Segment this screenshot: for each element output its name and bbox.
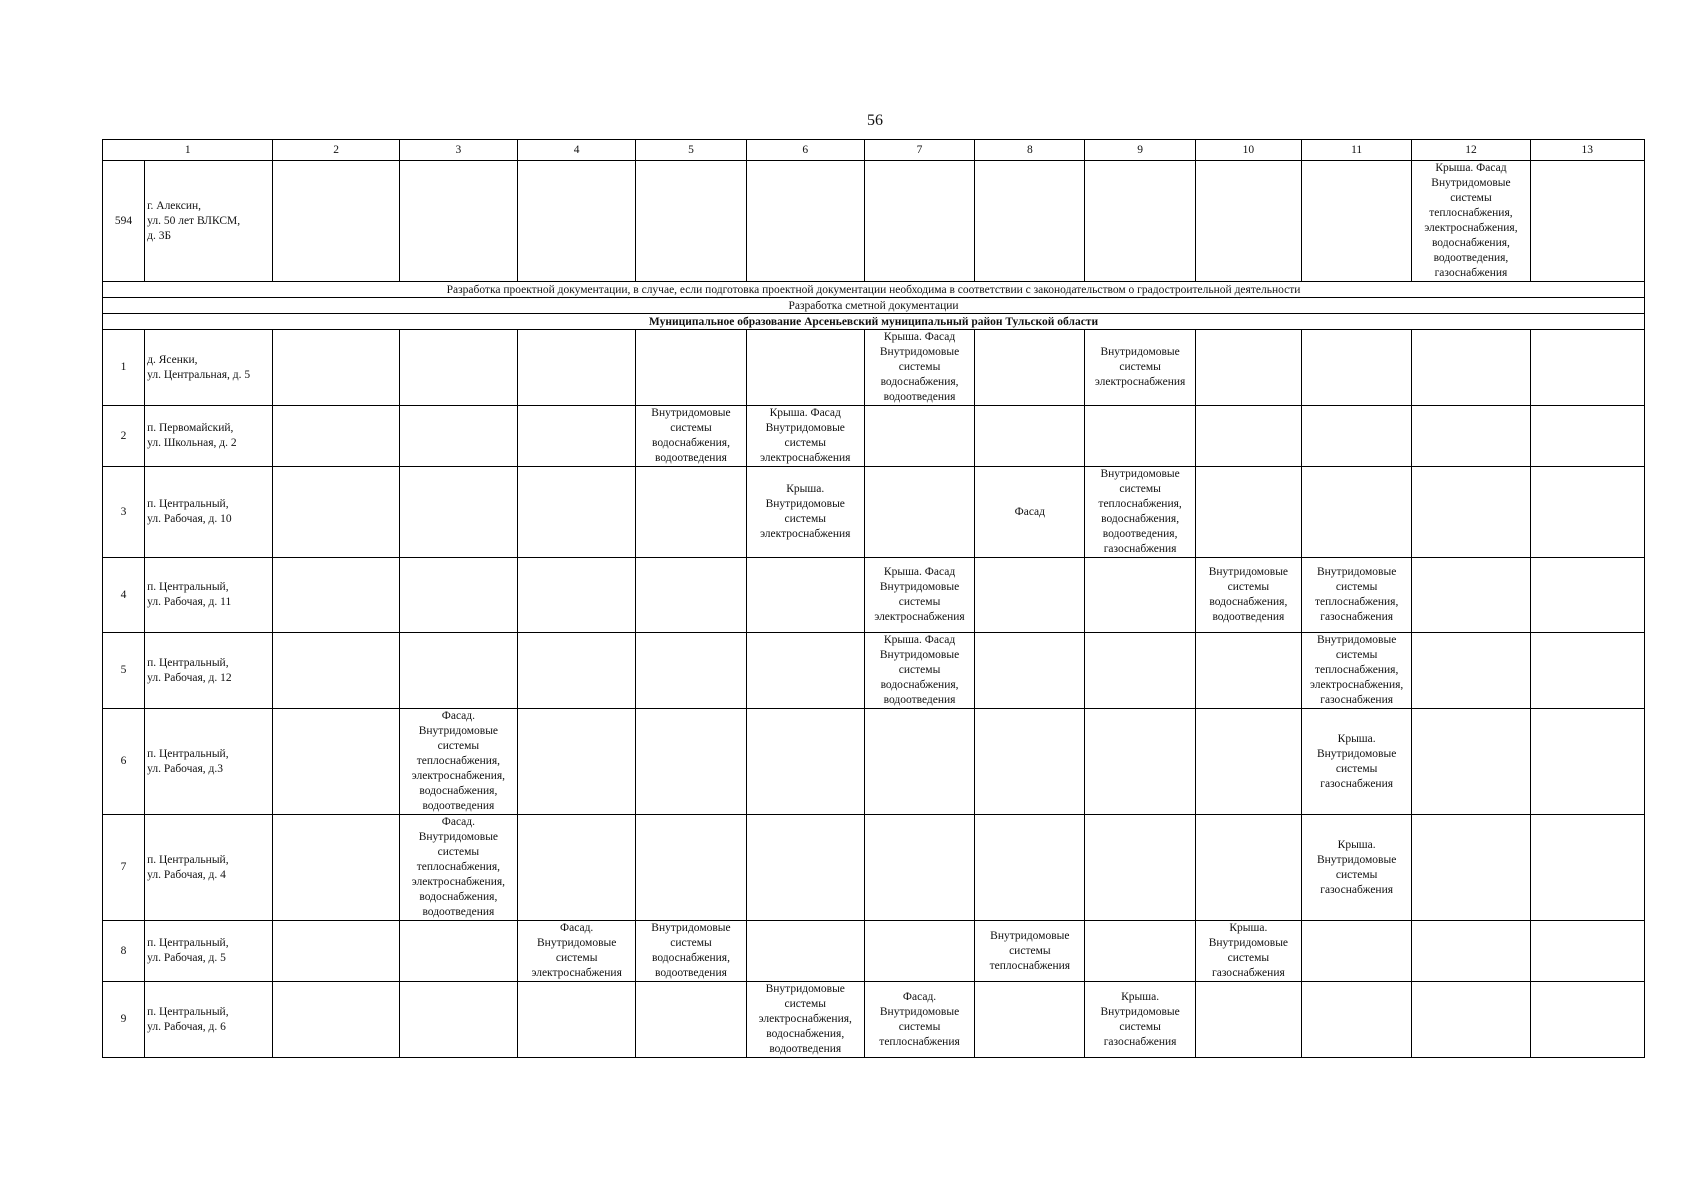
work-type-cell — [975, 558, 1085, 633]
work-type-cell — [399, 467, 517, 558]
work-type-cell: Крыша. Внутридомовые системы газоснабжения — [1302, 709, 1412, 815]
work-type-cell: Крыша. Фасад Внутридомовые системы электроснабжения — [746, 406, 864, 467]
work-type-cell — [1085, 161, 1195, 282]
work-type-cell — [636, 709, 746, 815]
work-type-cell — [273, 161, 399, 282]
column-number-header: 10 — [1195, 140, 1301, 161]
work-type-cell — [1530, 467, 1644, 558]
table-row — [103, 558, 1645, 633]
work-type-cell — [399, 558, 517, 633]
column-number-header: 6 — [746, 140, 864, 161]
work-type-cell — [636, 330, 746, 406]
work-type-cell: Внутридомовые системы водоснабжения, водоотведения — [1195, 558, 1301, 633]
work-type-cell — [1085, 558, 1195, 633]
work-type-cell: Внутридомовые системы теплоснабжения — [975, 921, 1085, 982]
work-type-cell — [1195, 406, 1301, 467]
work-type-cell — [636, 161, 746, 282]
work-type-cell — [1530, 330, 1644, 406]
address-cell: д. Ясенки, ул. Центральная, д. 5 — [145, 330, 273, 406]
work-type-cell: Внутридомовые системы теплоснабжения, электроснабжения, газоснабжения — [1302, 633, 1412, 709]
work-type-cell: Внутридомовые системы водоснабжения, водоотведения — [636, 921, 746, 982]
column-number-row — [103, 140, 1645, 161]
work-type-cell: Фасад — [975, 467, 1085, 558]
work-type-cell — [1412, 633, 1530, 709]
work-type-cell — [518, 406, 636, 467]
work-type-cell — [518, 330, 636, 406]
work-type-cell — [273, 406, 399, 467]
work-type-cell: Крыша. Фасад Внутридомовые системы водоснабжения, водоотведения — [864, 633, 974, 709]
work-type-cell — [273, 467, 399, 558]
work-type-cell — [636, 982, 746, 1058]
column-number-header: 11 — [1302, 140, 1412, 161]
work-type-cell: Фасад. Внутридомовые системы теплоснабжения, электроснабжения, водоснабжения, водоотведения — [399, 709, 517, 815]
work-type-cell — [518, 815, 636, 921]
work-type-cell — [399, 633, 517, 709]
work-type-cell — [975, 161, 1085, 282]
row-number-cell: 7 — [103, 815, 145, 921]
work-type-cell — [1530, 709, 1644, 815]
work-type-cell — [1195, 467, 1301, 558]
row-number-cell: 2 — [103, 406, 145, 467]
work-type-cell — [1412, 558, 1530, 633]
work-type-cell: Внутридомовые системы теплоснабжения, газоснабжения — [1302, 558, 1412, 633]
work-type-cell: Крыша. Внутридомовые системы газоснабжения — [1085, 982, 1195, 1058]
table-row — [103, 161, 1645, 282]
work-type-cell: Крыша. Внутридомовые системы газоснабжения — [1195, 921, 1301, 982]
work-type-cell — [636, 815, 746, 921]
work-type-cell — [1195, 161, 1301, 282]
work-type-cell — [864, 406, 974, 467]
work-type-cell — [1302, 467, 1412, 558]
row-number-cell: 4 — [103, 558, 145, 633]
table-row — [103, 330, 1645, 406]
work-type-cell — [1530, 406, 1644, 467]
work-type-cell — [975, 815, 1085, 921]
work-type-cell — [1530, 815, 1644, 921]
work-type-cell: Внутридомовые системы теплоснабжения, водоснабжения, водоотведения, газоснабжения — [1085, 467, 1195, 558]
address-cell: г. Алексин, ул. 50 лет ВЛКСМ, д. 3Б — [145, 161, 273, 282]
work-type-cell — [1412, 406, 1530, 467]
work-type-cell — [399, 921, 517, 982]
row-number-cell: 6 — [103, 709, 145, 815]
work-type-cell — [975, 633, 1085, 709]
work-type-cell: Крыша. Внутридомовые системы электроснабжения — [746, 467, 864, 558]
work-type-cell — [273, 633, 399, 709]
work-type-cell — [864, 709, 974, 815]
row-number-cell: 3 — [103, 467, 145, 558]
work-type-cell — [975, 982, 1085, 1058]
work-type-cell — [273, 982, 399, 1058]
column-number-header: 7 — [864, 140, 974, 161]
work-type-cell — [1412, 330, 1530, 406]
work-type-cell — [1085, 709, 1195, 815]
work-type-cell — [399, 161, 517, 282]
work-type-cell: Крыша. Фасад Внутридомовые системы водоснабжения, водоотведения — [864, 330, 974, 406]
row-number-cell: 9 — [103, 982, 145, 1058]
work-type-cell — [746, 330, 864, 406]
table-row — [103, 982, 1645, 1058]
work-type-cell — [746, 815, 864, 921]
table-row — [103, 709, 1645, 815]
work-type-cell — [518, 558, 636, 633]
work-type-cell — [864, 467, 974, 558]
table-row — [103, 467, 1645, 558]
section-banner: Разработка проектной документации, в случае, если подготовка проектной документации необходима в соответствии с законодательством о градостроительной деятельности — [103, 282, 1645, 298]
work-type-cell — [1412, 921, 1530, 982]
work-type-cell — [864, 815, 974, 921]
address-cell: п. Центральный, ул. Рабочая, д.3 — [145, 709, 273, 815]
work-type-cell: Крыша. Фасад Внутридомовые системы электроснабжения — [864, 558, 974, 633]
work-type-cell — [636, 467, 746, 558]
work-type-cell: Внутридомовые системы водоснабжения, водоотведения — [636, 406, 746, 467]
section-banner-row — [103, 314, 1645, 330]
work-type-cell — [399, 330, 517, 406]
column-number-header: 5 — [636, 140, 746, 161]
work-type-cell: Фасад. Внутридомовые системы электроснабжения — [518, 921, 636, 982]
table-row — [103, 406, 1645, 467]
work-type-cell — [273, 921, 399, 982]
work-type-cell — [1530, 558, 1644, 633]
work-type-cell — [1412, 982, 1530, 1058]
work-type-cell — [1302, 921, 1412, 982]
work-type-cell — [1302, 161, 1412, 282]
work-type-cell — [399, 406, 517, 467]
work-type-cell — [746, 633, 864, 709]
work-type-cell — [518, 161, 636, 282]
work-type-cell — [1085, 815, 1195, 921]
work-type-cell: Фасад. Внутридомовые системы теплоснабжения, электроснабжения, водоснабжения, водоотведения — [399, 815, 517, 921]
work-type-cell — [975, 709, 1085, 815]
address-cell: п. Центральный, ул. Рабочая, д. 4 — [145, 815, 273, 921]
work-type-cell — [518, 709, 636, 815]
work-type-cell: Фасад. Внутридомовые системы теплоснабжения — [864, 982, 974, 1058]
column-number-header: 4 — [518, 140, 636, 161]
section-banner: Муниципальное образование Арсеньевский муниципальный район Тульской области — [103, 314, 1645, 330]
address-cell: п. Центральный, ул. Рабочая, д. 11 — [145, 558, 273, 633]
row-number-cell: 8 — [103, 921, 145, 982]
work-type-cell — [746, 921, 864, 982]
work-type-cell — [1530, 633, 1644, 709]
work-type-cell — [1085, 406, 1195, 467]
repair-schedule-table — [102, 139, 1645, 1058]
work-type-cell — [975, 330, 1085, 406]
column-number-header: 8 — [975, 140, 1085, 161]
section-banner: Разработка сметной документации — [103, 298, 1645, 314]
work-type-cell — [1195, 330, 1301, 406]
address-cell: п. Первомайский, ул. Школьная, д. 2 — [145, 406, 273, 467]
column-number-header: 9 — [1085, 140, 1195, 161]
work-type-cell — [1530, 982, 1644, 1058]
work-type-cell — [273, 709, 399, 815]
table-row — [103, 633, 1645, 709]
work-type-cell: Крыша. Фасад Внутридомовые системы теплоснабжения, электроснабжения, водоснабжения, водоотведения, газоснабжения — [1412, 161, 1530, 282]
section-banner-row — [103, 298, 1645, 314]
table-row — [103, 815, 1645, 921]
work-type-cell: Внутридомовые системы электроснабжения — [1085, 330, 1195, 406]
work-type-cell — [518, 982, 636, 1058]
table-row — [103, 921, 1645, 982]
work-type-cell — [1302, 330, 1412, 406]
row-number-cell: 1 — [103, 330, 145, 406]
address-cell: п. Центральный, ул. Рабочая, д. 6 — [145, 982, 273, 1058]
column-number-header: 2 — [273, 140, 399, 161]
work-type-cell — [1085, 921, 1195, 982]
column-number-header: 12 — [1412, 140, 1530, 161]
address-cell: п. Центральный, ул. Рабочая, д. 10 — [145, 467, 273, 558]
work-type-cell — [273, 558, 399, 633]
column-number-header: 13 — [1530, 140, 1644, 161]
page-number: 56 — [867, 112, 883, 129]
work-type-cell — [1195, 633, 1301, 709]
work-type-cell — [1412, 709, 1530, 815]
work-type-cell — [1412, 815, 1530, 921]
row-number-cell: 5 — [103, 633, 145, 709]
column-number-header: 1 — [103, 140, 273, 161]
work-type-cell — [1412, 467, 1530, 558]
work-type-cell — [518, 467, 636, 558]
work-type-cell — [864, 921, 974, 982]
row-number-cell: 594 — [103, 161, 145, 282]
work-type-cell — [746, 558, 864, 633]
work-type-cell — [1302, 406, 1412, 467]
work-type-cell — [273, 815, 399, 921]
address-cell: п. Центральный, ул. Рабочая, д. 5 — [145, 921, 273, 982]
work-type-cell — [399, 982, 517, 1058]
column-number-header: 3 — [399, 140, 517, 161]
work-type-cell: Крыша. Внутридомовые системы газоснабжения — [1302, 815, 1412, 921]
work-type-cell — [1085, 633, 1195, 709]
work-type-cell — [1195, 709, 1301, 815]
work-type-cell — [1530, 161, 1644, 282]
work-type-cell — [746, 709, 864, 815]
work-type-cell — [975, 406, 1085, 467]
work-type-cell — [518, 633, 636, 709]
work-type-cell — [1302, 982, 1412, 1058]
work-type-cell — [864, 161, 974, 282]
work-type-cell: Внутридомовые системы электроснабжения, водоснабжения, водоотведения — [746, 982, 864, 1058]
work-type-cell — [1530, 921, 1644, 982]
work-type-cell — [746, 161, 864, 282]
work-type-cell — [273, 330, 399, 406]
section-banner-row — [103, 282, 1645, 298]
work-type-cell — [1195, 982, 1301, 1058]
work-type-cell — [636, 558, 746, 633]
work-type-cell — [636, 633, 746, 709]
work-type-cell — [1195, 815, 1301, 921]
address-cell: п. Центральный, ул. Рабочая, д. 12 — [145, 633, 273, 709]
